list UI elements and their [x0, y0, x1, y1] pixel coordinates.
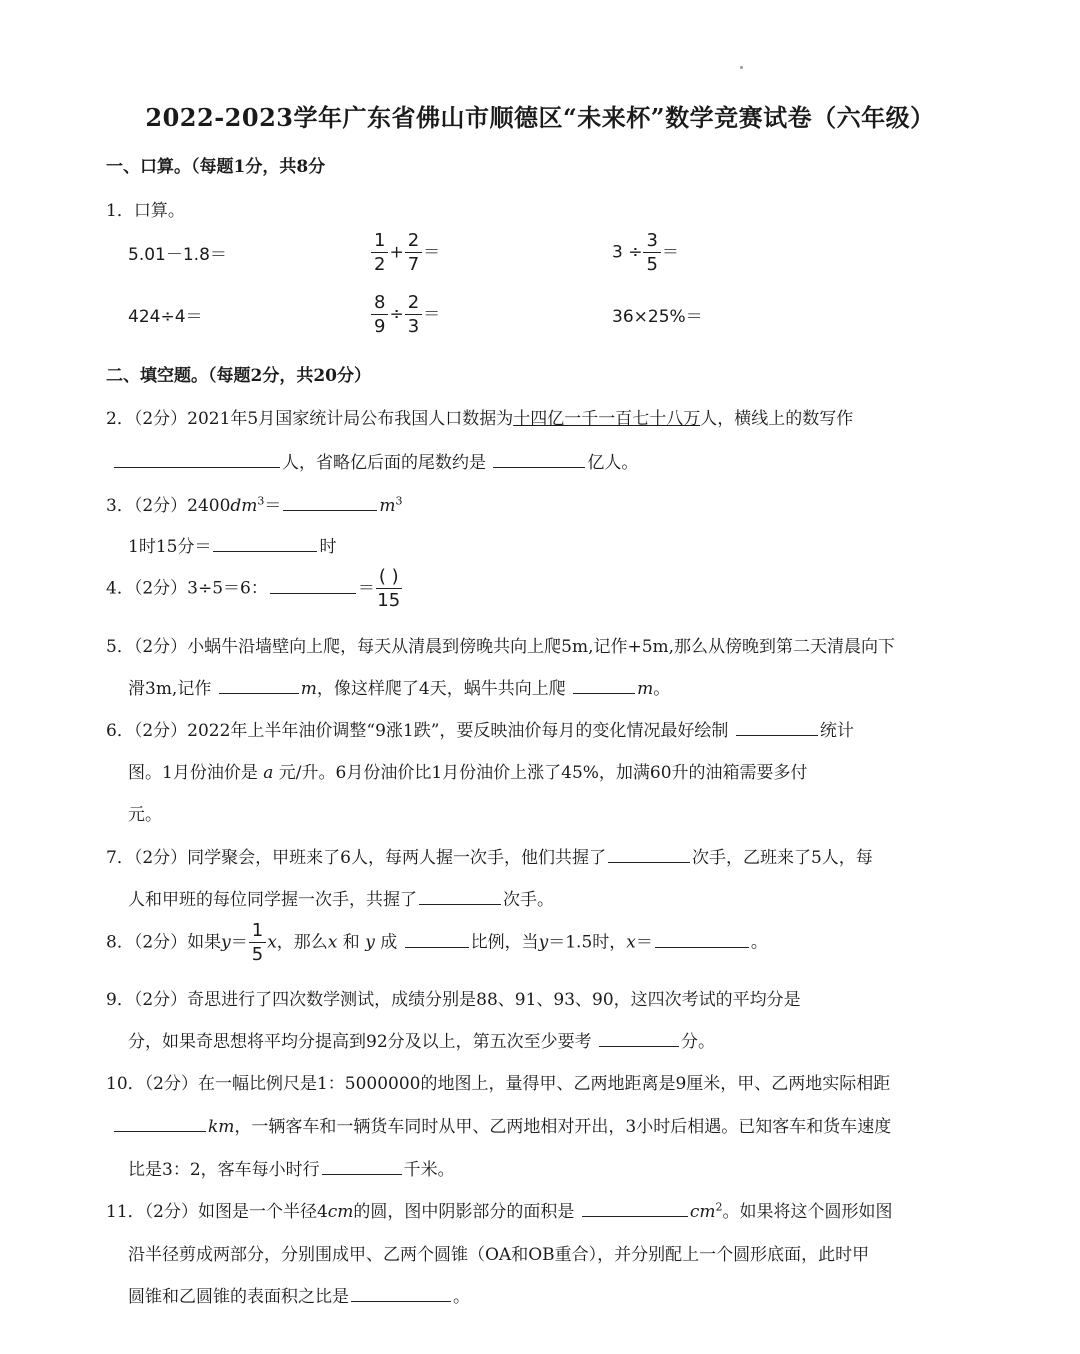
- section-2-heading: 二、填空题。（每题2分，共20分）: [106, 366, 371, 386]
- q8-line: 8．（2分）如果y＝ $\frac{1}{5}$ x，那么x 和 y 成 比例，当y＝1.5时，x＝ 。: [106, 920, 768, 965]
- q5-line-2: 滑3m,记作 m，像这样爬了4天，蜗牛共向上爬 m。: [128, 679, 671, 699]
- q3-line-1: 3．（2分）$2400dm^3= m^3$: [106, 494, 403, 516]
- q7-line-1: 7．（2分）同学聚会，甲班来了6人，每两人握一次手，他们共握了 次手，乙班来了5人，每: [106, 848, 873, 868]
- q11-line-3: 圆锥和乙圆锥的表面积之比是 。: [128, 1287, 470, 1307]
- answer-blank[interactable]: [599, 1032, 679, 1047]
- q10-line-1: 10．（2分）在一幅比例尺是1：5000000的地图上，量得甲、乙两地距离是9厘米，甲、乙两地实际相距: [106, 1074, 891, 1094]
- answer-blank[interactable]: [114, 453, 280, 468]
- answer-blank[interactable]: [655, 933, 749, 948]
- q2-line-1: 2．（2分）2021年5月国家统计局公布我国人口数据为十四亿一千一百七十八万人，横线上的数写作: [106, 409, 854, 429]
- answer-blank[interactable]: [213, 537, 317, 552]
- q1-item-3: 3 ÷ $\frac{3}{5}$ ＝: [612, 230, 679, 275]
- q6-line-2: 图。1月份油价是 a 元/升。6月份油价比1月份油价上涨了45%，加满60升的油箱需要多付: [128, 763, 808, 783]
- answer-blank[interactable]: [351, 1287, 451, 1302]
- q5-line-1: 5．（2分）小蜗牛沿墙壁向上爬，每天从清晨到傍晚共向上爬5m,记作+5m,那么从傍晚到第二天清晨向下: [106, 637, 896, 657]
- answer-blank[interactable]: [573, 679, 635, 694]
- q2-line-2: 人，省略亿后面的尾数约是 亿人。: [112, 448, 638, 473]
- q3-line-2: 1时15分＝ 时: [128, 537, 337, 557]
- answer-blank[interactable]: [736, 721, 818, 736]
- answer-blank[interactable]: [283, 496, 377, 511]
- q7-line-2: 人和甲班的每位同学握一次手，共握了 次手。: [128, 890, 554, 910]
- answer-blank[interactable]: [270, 579, 356, 594]
- q1-item-6: 36×25%＝: [612, 307, 703, 327]
- answer-blank[interactable]: [582, 1202, 688, 1217]
- q1-item-2: $\frac{1}{2}$ + $\frac{2}{7}$ ＝: [370, 232, 440, 274]
- exam-title: 2022-2023学年广东省佛山市顺德区“未来杯”数学竞赛试卷（六年级）: [145, 103, 935, 132]
- scan-speck: [740, 66, 743, 69]
- answer-blank[interactable]: [114, 1117, 206, 1132]
- q9-line-1: 9．（2分）奇思进行了四次数学测试，成绩分别是88、91、93、90，这四次考试的平均分是: [106, 990, 801, 1010]
- q4-line: 4．（2分）3÷5＝6： ＝ $\frac{( )}{15}$: [106, 566, 401, 611]
- q11-line-2: 沿半径剪成两部分，分别围成甲、乙两个圆锥（OA和OB重合），并分别配上一个圆形底面，此时甲: [128, 1245, 870, 1265]
- q9-line-2: 分，如果奇思想将平均分提高到92分及以上，第五次至少要考 分。: [128, 1032, 716, 1052]
- q1-item-5: $\frac{8}{9}$ ÷ $\frac{2}{3}$ ＝: [370, 294, 440, 336]
- answer-blank[interactable]: [493, 453, 585, 468]
- q6-line-1: 6．（2分）2022年上半年油价调整“9涨1跌”，要反映油价每月的变化情况最好绘制 统计: [106, 721, 854, 741]
- answer-blank[interactable]: [322, 1160, 402, 1175]
- q6-line-3: 元。: [128, 805, 162, 825]
- section-1-heading: 一、口算。（每题1分，共8分: [106, 157, 326, 177]
- answer-blank[interactable]: [419, 890, 501, 905]
- answer-blank[interactable]: [405, 933, 469, 948]
- q11-line-1: 11．（2分）如图是一个半径4cm的圆，图中阴影部分的面积是 $cm^2$。如果将这个圆形如图: [106, 1200, 893, 1222]
- q1-label: 1．口算。: [106, 201, 185, 221]
- q10-line-3: 比是3：2，客车每小时行 千米。: [128, 1160, 455, 1180]
- q10-line-2: km，一辆客车和一辆货车同时从甲、乙两地相对开出，3小时后相遇。已知客车和货车速度: [112, 1112, 891, 1137]
- q1-item-4: 424÷4＝: [128, 307, 203, 327]
- answer-blank[interactable]: [608, 848, 690, 863]
- q1-item-1: 5.01－1.8＝: [128, 245, 227, 265]
- answer-blank[interactable]: [219, 679, 299, 694]
